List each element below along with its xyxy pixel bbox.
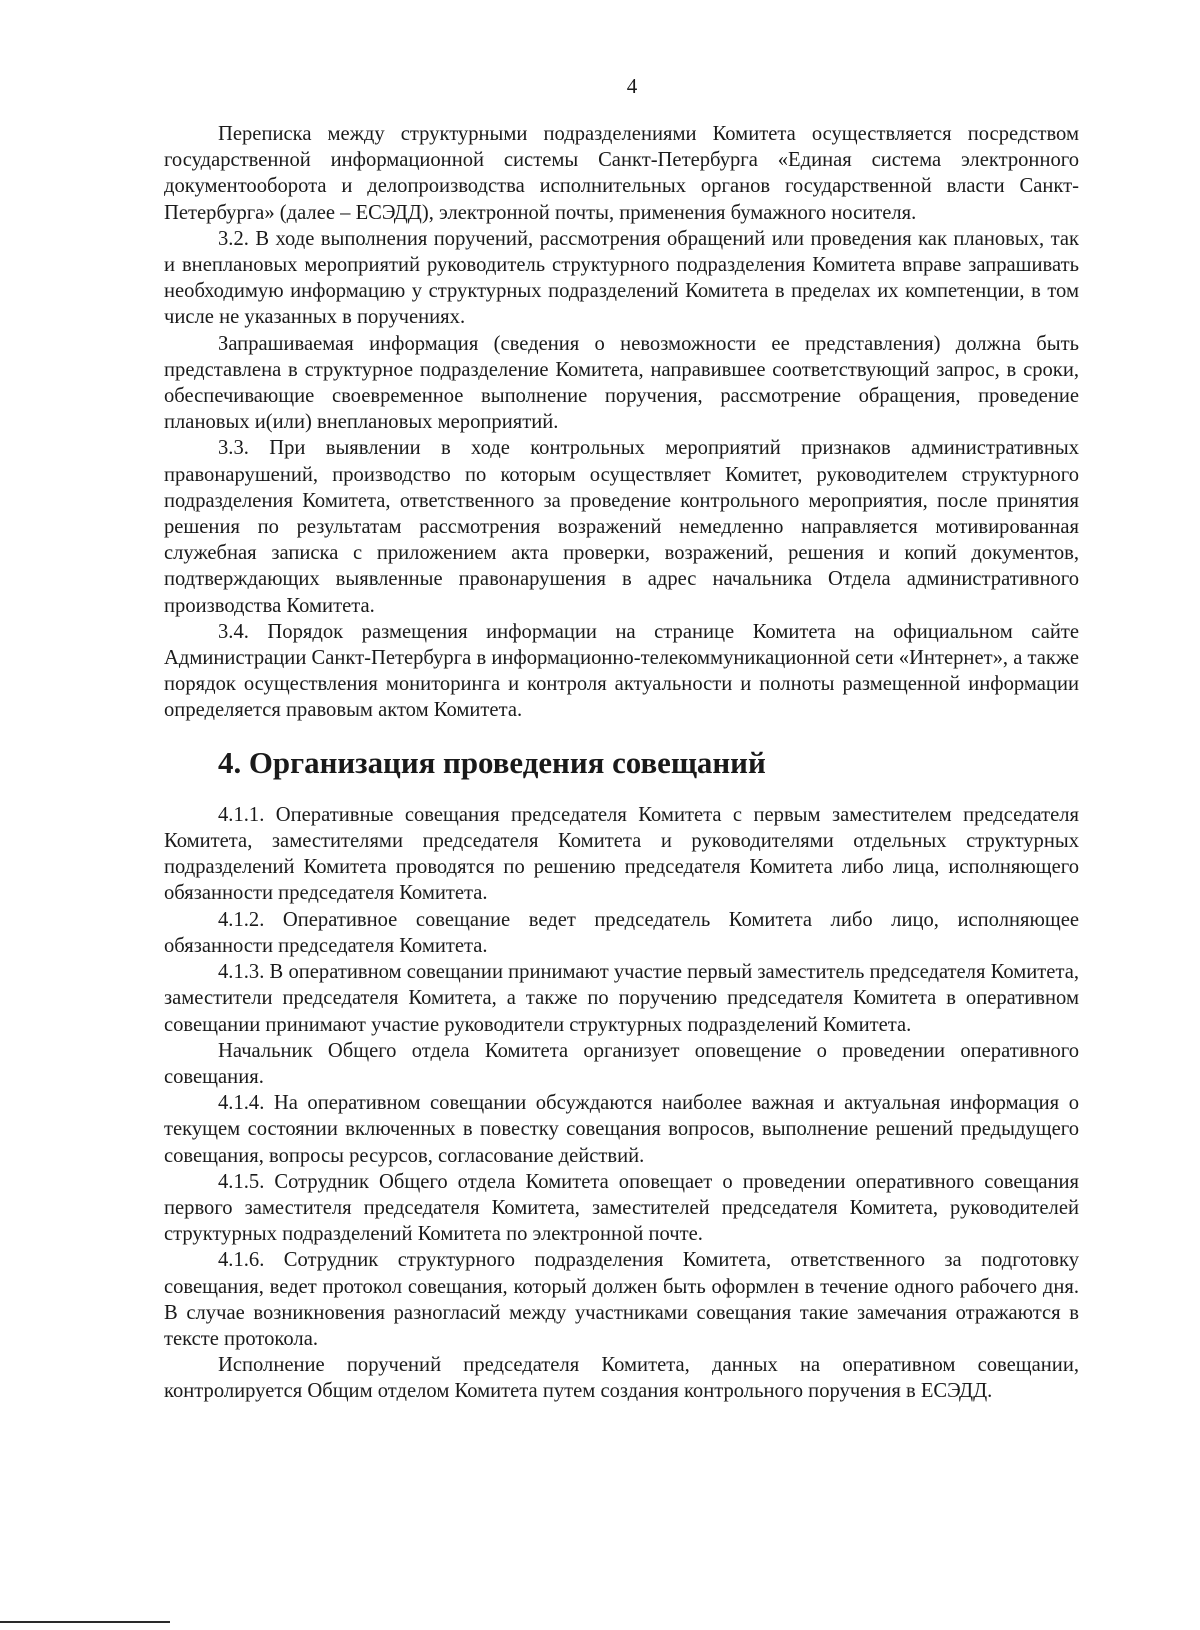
footnote-divider bbox=[0, 1621, 170, 1623]
paragraph-4-1-2: 4.1.2. Оперативное совещание ведет председатель Комитета либо лицо, исполняющее обязанности председателя Комитета. bbox=[164, 908, 1079, 957]
paragraph-4-1-6: 4.1.6. Сотрудник структурного подразделения Комитета, ответственного за подготовку совещания, ведет протокол совещания, который должен быть оформлен в течение одного рабочего дня. В случае возникновения разногласий между участниками совещания такие замечания отражаются в тексте протокола. bbox=[164, 1249, 1079, 1350]
page-number: 4 bbox=[626, 74, 638, 98]
paragraph-4-1-3: 4.1.3. В оперативном совещании принимают участие первый заместитель председателя Комитета, заместители председателя Комитета, а также по поручению председателя Комитета в оперативном совещании принимают участие руководители структурных подразделений Комитета. bbox=[164, 961, 1079, 1036]
paragraph: Начальник Общего отдела Комитета организует оповещение о проведении оперативного совещания. bbox=[164, 1039, 1079, 1088]
paragraph: Запрашиваемая информация (сведения о невозможности ее представления) должна быть представлена в структурное подразделение Комитета, направившее соответствующий запрос, в сроки, обеспечивающие своевременное выполнение поручения, рассмотрение обращения, проведение плановых и(или) внеплановых мероприятий. bbox=[164, 332, 1079, 434]
section-heading: 4. Организация проведения совещаний bbox=[218, 744, 766, 780]
paragraph-3-3: 3.3. При выявлении в ходе контрольных мероприятий признаков административных правонарушений, производство по которым осуществляет Комитет, руководителем структурного подразделения Комитета, ответственного за проведение контрольного мероприятия, после принятия решения по результатам рассмотрения возражений немедленно направляется мотивированная служебная записка с приложением акта проверки, возражений, решения и копий документов, подтверждающих выявленные правонарушения в адрес начальника Отдела административного производства Комитета. bbox=[164, 437, 1079, 617]
paragraph: Исполнение поручений председателя Комитета, данных на оперативном совещании, контролируется Общим отделом Комитета путем создания контрольного поручения в ЕСЭДД. bbox=[164, 1354, 1079, 1403]
paragraph-4-1-5: 4.1.5. Сотрудник Общего отдела Комитета оповещает о проведении оперативного совещания первого заместителя председателя Комитета, заместителей председателя Комитета, руководителей структурных подразделений Комитета по электронной почте. bbox=[164, 1170, 1079, 1246]
paragraph-4-1-1: 4.1.1. Оперативные совещания председателя Комитета с первым заместителем председателя Комитета, заместителями председателя Комитета и руководителями отдельных структурных подразделений Комитета проводятся по решению председателя Комитета либо лица, исполняющего обязанности председателя Комитета. bbox=[164, 803, 1079, 905]
paragraph-4-1-4: 4.1.4. На оперативном совещании обсуждаются наиболее важная и актуальная информация о текущем состоянии включенных в повестку совещания вопросов, выполнение решений предыдущего совещания, вопросы ресурсов, согласование действий. bbox=[164, 1092, 1079, 1167]
document-body bbox=[164, 121, 1079, 1405]
paragraph-3-4: 3.4. Порядок размещения информации на странице Комитета на официальном сайте Администрации Санкт-Петербурга в информационно-телекоммуникационной сети «Интернет», а также порядок осуществления мониторинга и контроля актуальности и полноты размещенной информации определяется правовым актом Комитета. bbox=[164, 620, 1079, 722]
paragraph: Переписка между структурными подразделениями Комитета осуществляется посредством государственной информационной системы Санкт-Петербурга «Единая система электронного документооборота и делопроизводства исполнительных органов государственной власти Санкт-Петербурга» (далее – ЕСЭДД), электронной почты, применения бумажного носителя. bbox=[164, 123, 1079, 224]
paragraph-3-2: 3.2. В ходе выполнения поручений, рассмотрения обращений или проведения как плановых, так и внеплановых мероприятий руководитель структурного подразделения Комитета вправе запрашивать необходимую информацию у структурных подразделений Комитета в пределах их компетенции, в том числе не указанных в поручениях. bbox=[164, 227, 1079, 329]
